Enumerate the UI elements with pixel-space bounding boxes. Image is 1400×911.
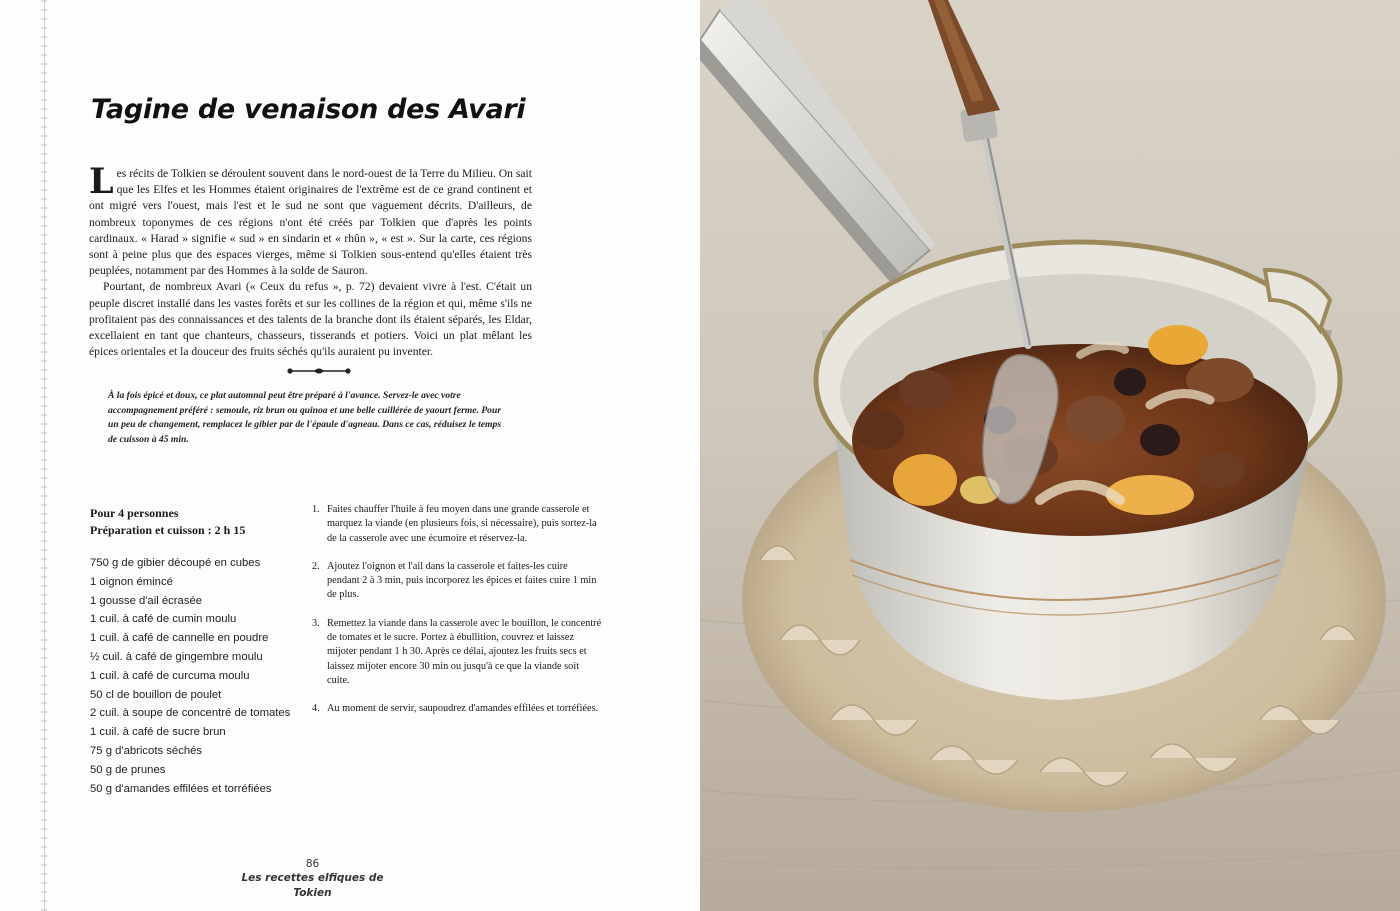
- ingredient-item: 1 oignon émincé: [90, 575, 173, 588]
- page-number: 86: [305, 858, 320, 870]
- ingredient-item: 1 cuil. à café de curcuma moulu: [90, 669, 250, 682]
- servings: Pour 4 personnes: [90, 506, 179, 520]
- ornament-divider-icon: [286, 366, 352, 376]
- ingredients-list: [90, 556, 295, 800]
- ingredient-item: 750 g de gibier découpé en cubes: [90, 557, 261, 569]
- recipe-photo: [700, 0, 1400, 911]
- intro-paragraph-1: [89, 161, 532, 279]
- intro-text: [89, 161, 532, 360]
- step-text: Au moment de servir, saupoudrez d'amandes effilées et torréfiées.: [327, 703, 599, 715]
- step-number: 3.: [312, 617, 320, 629]
- method-step: [312, 560, 602, 603]
- page-footer: [230, 857, 395, 901]
- ingredient-item: 1 cuil. à café de cumin moulu: [90, 613, 237, 626]
- step-text: Ajoutez l'oignon et l'ail dans la casserole et faites-les cuire pendant 2 à 3 min, puis incorporez les épices et faites cuire 1 min de plus.: [327, 560, 597, 601]
- ingredient-item: 50 g d'amandes effilées et torréfiées: [90, 782, 272, 795]
- running-title: Les recettes elfiques de Tokien: [241, 872, 384, 899]
- step-number: 1.: [312, 504, 320, 515]
- ingredient-item: 50 g de prunes: [90, 763, 166, 776]
- tagine-photo-illustration: [700, 0, 1400, 911]
- yield-block: [90, 505, 245, 539]
- method-step: [312, 617, 602, 688]
- step-text: Faites chauffer l'huile à feu moyen dans une grande casserole et marquez la viande (en plusieurs fois, si nécessaire), puis sortez-la de la casserole avec une écumoire et réservez-la.: [327, 504, 597, 544]
- step-number: 2.: [312, 560, 320, 572]
- ingredient-item: ½ cuil. à café de gingembre moulu: [90, 650, 263, 663]
- drop-cap: L: [89, 161, 114, 202]
- method-step: [312, 503, 602, 546]
- step-text: Remettez la viande dans la casserole avec le bouillon, le concentré de tomates et le sucre. Portez à ébullition, couvrez et laissez mijoter pendant 1 h 30. Après ce délai, ajoutez les fruits secs et laissez mijoter encore 30 min ou jusqu'à ce que la viande soit cuite.: [327, 617, 602, 686]
- ingredient-item: 50 cl de bouillon de poulet: [90, 688, 222, 701]
- prep-time: Préparation et cuisson : 2 h 15: [90, 523, 246, 537]
- serving-tip: À la fois épicé et doux, ce plat automnal peut être préparé à l'avance. Servez-le avec votre accompagnement préféré : semoule, riz brun ou quinoa et une belle cuillérée de yaourt ferme. Pour un peu de changement, remplacez le gibier par de l'épaule d'agneau. Dans ce cas, réduisez le temps de cuisson à 45 min.: [108, 390, 502, 445]
- ingredient-item: 1 cuil. à café de sucre brun: [90, 726, 226, 739]
- recipe-title: Tagine de venaison des Avari: [91, 94, 526, 125]
- binding-line: [44, 0, 45, 911]
- ingredient-item: 2 cuil. à soupe de concentré de tomates: [90, 707, 291, 720]
- intro-paragraph-1-text: es récits de Tolkien se déroulent souvent dans le nord-ouest de la Terre du Milieu. On sait que les Elfes et les Hommes étaient originaires de l'extrême est de ce grand continent et ont migré vers l'ouest, mais l'est et le sud ne sont que vaguement décrits. D'ailleurs, de nombreux toponymes de ces régions n'ont été créés par Tolkien que d'après les points cardinaux. « Harad » signifie « sud » en sindarin et « rhûn », « est ». Sur la carte, ces régions sont à peine plus que des espaces vierges, même si Tolkien sous-entend qu'elles étaient très peuplées, notamment par des Hommes à la solde de Sauron.: [89, 167, 532, 278]
- intro-paragraph-2: Pourtant, de nombreux Avari (« Ceux du refus », p. 72) devaient vivre à l'est. C'était un peuple discret installé dans les vastes forêts et sur les collines de la région et qui, même s'ils ne profitaient pas des connaissances et des talents de la branche dont ils étaient séparés, les Eldar, excellaient en tant que chanteurs, chasseurs, tisserands et potiers. Voici un plat mêlant les épices orientales et la douceur des fruits séchés qu'ils auraient pu inventer.: [89, 280, 532, 359]
- method-step: [312, 702, 602, 716]
- ingredient-item: 75 g d'abricots séchés: [90, 744, 203, 757]
- step-number: 4.: [312, 703, 320, 715]
- ingredient-item: 1 gousse d'ail écrasée: [90, 594, 203, 607]
- method-steps: [312, 503, 602, 731]
- ingredient-item: 1 cuil. à café de cannelle en poudre: [90, 632, 269, 645]
